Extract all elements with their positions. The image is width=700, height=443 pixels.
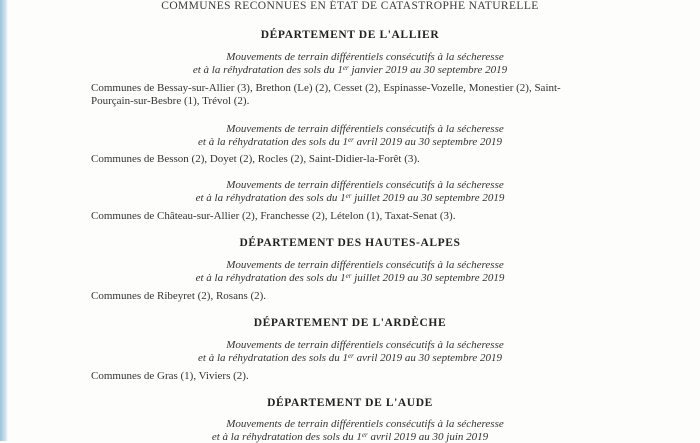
phenomenon-period: et à la réhydratation des sols du 1er avril 2019 au 30 septembre 2019 [198,136,502,148]
phenomenon-line: Mouvements de terrain différentiels consécutifs à la sécheresse [226,51,504,63]
department-heading-ardeche: DÉPARTEMENT DE L'ARDÈCHE [253,317,447,329]
communes-list: Communes de Bessay-sur-Allier (3), Brethon (Le) (2), Cesset (2), Espinasse-Vozelle, Monestier (2), Saint- [91,82,561,94]
communes-list-continued: Pourçain-sur-Besbre (1), Trévol (2). [91,95,250,107]
page-heading: COMMUNES RECONNUES EN ÉTAT DE CATASTROPHE NATURELLE [161,0,539,12]
phenomenon-period: et à la réhydratation des sols du 1er juillet 2019 au 30 septembre 2019 [195,192,505,204]
communes-list: Communes de Besson (2), Doyet (2), Rocles (2), Saint-Didier-la-Forêt (3). [91,153,420,165]
phenomenon-line: Mouvements de terrain différentiels consécutifs à la sécheresse [226,259,504,271]
department-heading-aude: DÉPARTEMENT DE L'AUDE [267,397,433,409]
phenomenon-line: Mouvements de terrain différentiels consécutifs à la sécheresse [226,418,504,430]
phenomenon-line: Mouvements de terrain différentiels consécutifs à la sécheresse [226,339,504,351]
phenomenon-period: et à la réhydratation des sols du 1er janvier 2019 au 30 septembre 2019 [192,64,508,76]
phenomenon-line: Mouvements de terrain différentiels consécutifs à la sécheresse [226,179,504,191]
phenomenon-period: et à la réhydratation des sols du 1er avril 2019 au 30 juin 2019 [211,431,489,443]
department-heading-allier: DÉPARTEMENT DE L'ALLIER [260,29,440,41]
communes-list: Communes de Gras (1), Viviers (2). [91,370,249,382]
phenomenon-period: et à la réhydratation des sols du 1er avril 2019 au 30 septembre 2019 [198,352,502,364]
department-heading-hautes-alpes: DÉPARTEMENT DES HAUTES-ALPES [239,237,461,249]
communes-list: Communes de Ribeyret (2), Rosans (2). [91,290,267,302]
communes-list: Communes de Château-sur-Allier (2), Franchesse (2), Lételon (1), Taxat-Senat (3). [91,210,456,222]
phenomenon-line: Mouvements de terrain différentiels consécutifs à la sécheresse [226,123,504,135]
phenomenon-period: et à la réhydratation des sols du 1er juillet 2019 au 30 septembre 2019 [195,272,505,284]
